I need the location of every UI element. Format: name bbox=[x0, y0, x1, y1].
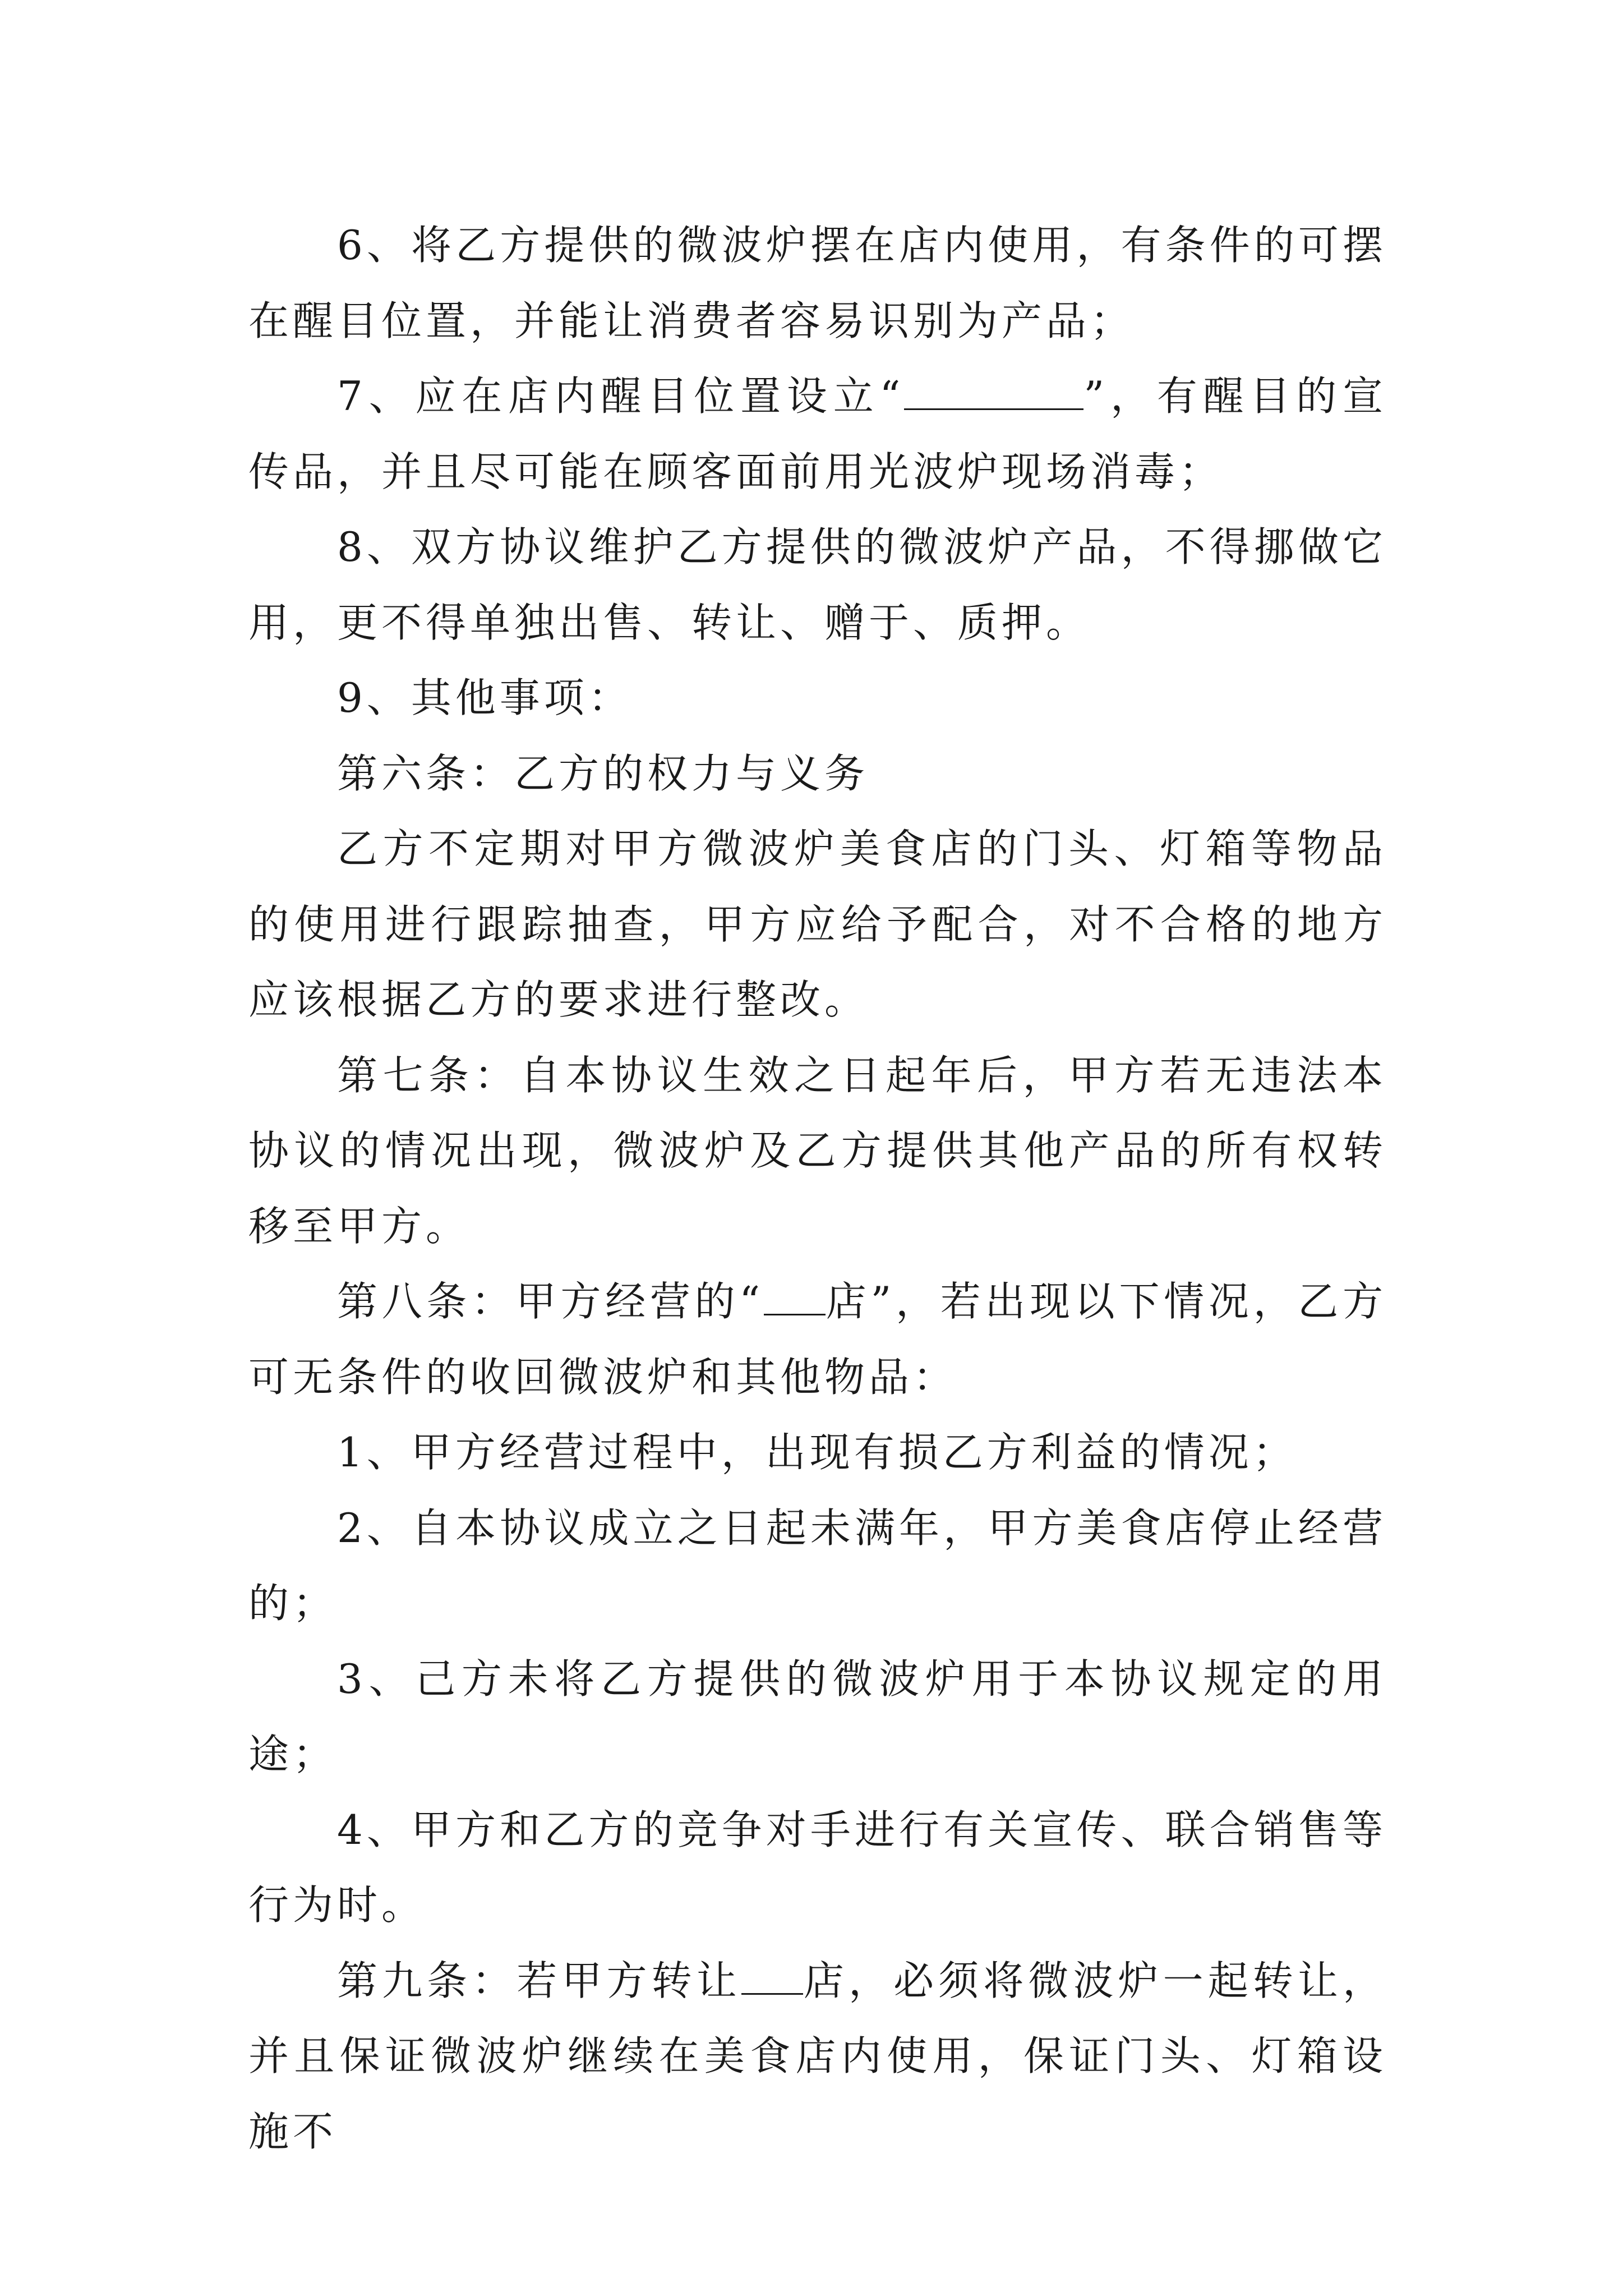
article-8-text-after: 店”，若出现以下情况，乙方可无条件的收回微波炉和其他物品： bbox=[248, 1278, 1387, 1401]
article-9 bbox=[248, 1943, 1387, 2170]
clause-item-8: 8、双方协议维护乙方提供的微波炉产品，不得挪做它用，更不得单独出售、转让、赠于、质押。 bbox=[248, 523, 1387, 646]
article-8-text-before: 第八条：甲方经营的“ bbox=[337, 1278, 764, 1325]
article-6-heading: 第六条：乙方的权力与义务 bbox=[337, 749, 869, 797]
article-8 bbox=[248, 1264, 1387, 1415]
clause-item-6: 6、将乙方提供的微波炉摆在店内使用，有条件的可摆在醒目位置，并能让消费者容易识别为产品； bbox=[248, 222, 1387, 344]
article-8-item-4: 4、甲方和乙方的竞争对手进行有关宣传、联合销售等行为时。 bbox=[248, 1806, 1387, 1929]
article-8-item-3: 3、己方未将乙方提供的微波炉用于本协议规定的用途； bbox=[248, 1655, 1387, 1778]
signage-name-blank bbox=[904, 375, 1083, 410]
article-9-text-after: 店，必须将微波炉一起转让，并且保证微波炉继续在美食店内使用，保证门头、灯箱设施不 bbox=[248, 1957, 1387, 2155]
clause-item-9: 9、其他事项： bbox=[337, 674, 633, 721]
clause-item-7 bbox=[248, 358, 1387, 509]
store-name-blank bbox=[764, 1280, 826, 1315]
article-7: 第七条：自本协议生效之日起年后，甲方若无违法本协议的情况出现，微波炉及乙方提供其他产品的所有权转移至甲方。 bbox=[248, 1051, 1387, 1250]
clause-item-7-text-after: ”，有醒目的宣传品，并且尽可能在顾客面前用光波炉现场消毒； bbox=[248, 372, 1387, 495]
article-9-text-before: 第九条：若甲方转让 bbox=[337, 1957, 741, 2004]
clause-item-7-text-before: 7、应在店内醒目位置设立“ bbox=[337, 372, 905, 420]
article-8-item-1: 1、甲方经营过程中，出现有损乙方利益的情况； bbox=[337, 1429, 1297, 1476]
article-6-body: 乙方不定期对甲方微波炉美食店的门头、灯箱等物品的使用进行跟踪抽查，甲方应给予配合，对不合格的地方应该根据乙方的要求进行整改。 bbox=[248, 825, 1387, 1023]
store-name-blank-2 bbox=[741, 1959, 803, 1995]
article-8-item-2: 2、自本协议成立之日起未满年，甲方美食店停止经营的； bbox=[248, 1504, 1387, 1627]
document-body bbox=[248, 208, 1387, 2169]
